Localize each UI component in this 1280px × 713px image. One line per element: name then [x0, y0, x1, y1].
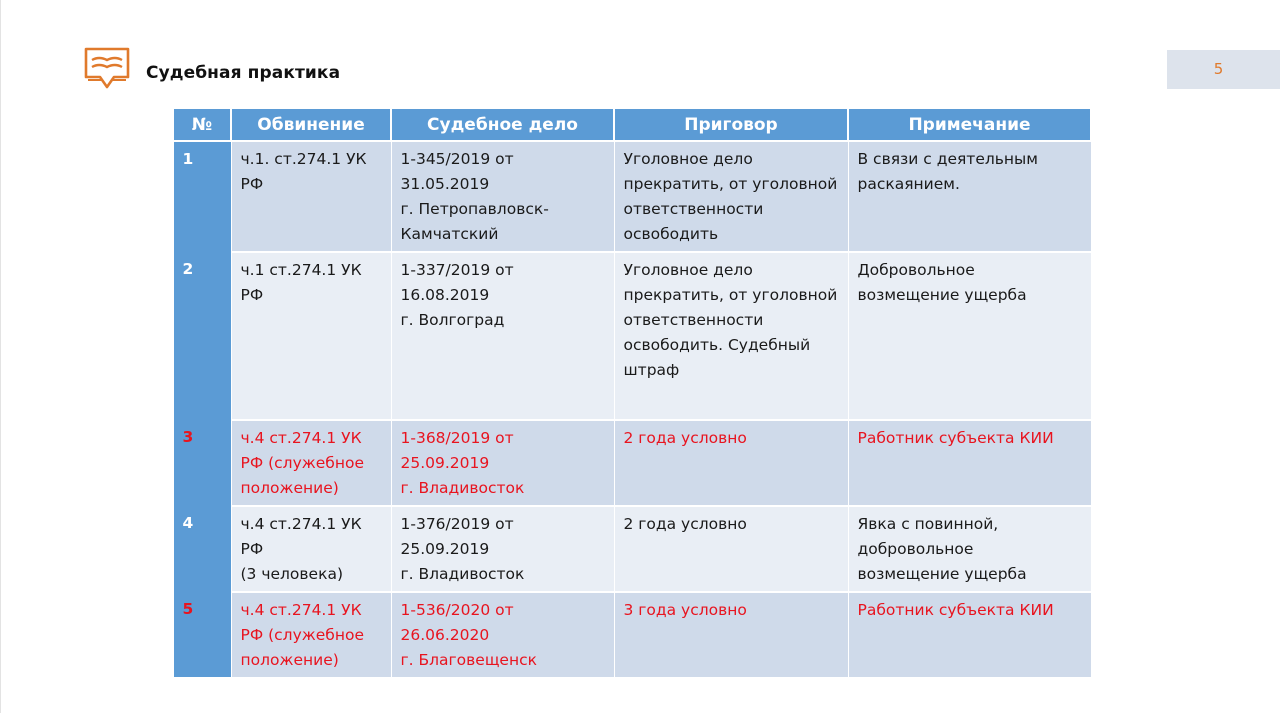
sentence-cell-line: прекратить, от уголовной [623, 286, 838, 304]
sentence-cell [614, 592, 848, 677]
note-cell [848, 141, 1091, 252]
column-header-number: № [173, 108, 231, 141]
charge-cell-line: ч.1. ст.274.1 УК [240, 150, 367, 168]
case-cell-line: 1-376/2019 от [400, 515, 514, 533]
case-cell-line: 1-337/2019 от [400, 261, 514, 279]
table-row [173, 592, 1091, 677]
note-cell-line: Работник субъекта КИИ [857, 601, 1054, 619]
case-cell [391, 420, 614, 506]
note-cell-line: раскаянием. [857, 175, 960, 193]
sentence-cell-line: 3 года условно [623, 601, 747, 619]
case-cell-line: 1-345/2019 от [400, 150, 514, 168]
table-row [173, 141, 1091, 252]
charge-cell [231, 420, 391, 506]
case-cell-line: 26.06.2020 [400, 626, 490, 644]
sentence-cell-line: 2 года условно [623, 515, 747, 533]
sentence-cell-line: прекратить, от уголовной [623, 175, 838, 193]
note-cell-line: Добровольное [857, 261, 975, 279]
sentence-cell-line: Уголовное дело [623, 261, 753, 279]
page-number: 5 [1213, 60, 1224, 78]
note-cell-line: возмещение ущерба [857, 565, 1027, 583]
charge-cell [231, 506, 391, 592]
note-cell [848, 592, 1091, 677]
row-number-cell: 4 [173, 506, 231, 592]
note-cell-line: добровольное [857, 540, 974, 558]
case-cell-line: г. Петропавловск- [400, 200, 549, 218]
charge-cell [231, 252, 391, 420]
charge-cell-line: РФ (служебное [240, 626, 364, 644]
case-cell-line: г. Владивосток [400, 479, 525, 497]
page-number-box [1167, 50, 1280, 89]
note-cell-line: В связи с деятельным [857, 150, 1038, 168]
sentence-cell [614, 506, 848, 592]
row-number-cell: 3 [173, 420, 231, 506]
table-row [173, 506, 1091, 592]
note-cell [848, 420, 1091, 506]
sentence-cell-line: освободить. Судебный [623, 336, 811, 354]
row-number-cell: 1 [173, 141, 231, 252]
sentence-cell [614, 420, 848, 506]
charge-cell-line: РФ (служебное [240, 454, 364, 472]
case-cell-line: г. Благовещенск [400, 651, 537, 669]
case-cell-line: Камчатский [400, 225, 499, 243]
case-cell-line: г. Волгоград [400, 311, 505, 329]
note-cell-line: Явка с повинной, [857, 515, 999, 533]
case-cell [391, 506, 614, 592]
row-number-cell: 2 [173, 252, 231, 420]
case-cell [391, 252, 614, 420]
sentence-cell [614, 252, 848, 420]
column-header-sentence: Приговор [614, 108, 848, 141]
case-cell-line: 1-368/2019 от [400, 429, 514, 447]
sentence-cell-line: 2 года условно [623, 429, 747, 447]
sentence-cell-line: освободить [623, 225, 719, 243]
note-cell [848, 252, 1091, 420]
case-cell-line: г. Владивосток [400, 565, 525, 583]
case-cell-line: 16.08.2019 [400, 286, 490, 304]
table-header-row [173, 108, 1091, 141]
charge-cell-line: ч.4 ст.274.1 УК [240, 429, 362, 447]
sentence-cell-line: ответственности [623, 200, 764, 218]
charge-cell-line: положение) [240, 479, 339, 497]
column-header-note: Примечание [848, 108, 1091, 141]
charge-cell-line: положение) [240, 651, 339, 669]
case-cell [391, 592, 614, 677]
table-row [173, 420, 1091, 506]
charge-cell-line: ч.4 ст.274.1 УК [240, 515, 362, 533]
case-cell-line: 25.09.2019 [400, 454, 490, 472]
page-title: Судебная практика [146, 63, 341, 83]
table-row [173, 252, 1091, 420]
sentence-cell-line: ответственности [623, 311, 764, 329]
charge-cell [231, 592, 391, 677]
case-cell [391, 141, 614, 252]
case-cell-line: 25.09.2019 [400, 540, 490, 558]
row-number-cell: 5 [173, 592, 231, 677]
table-body [173, 141, 1091, 677]
charge-cell-line: ч.4 ст.274.1 УК [240, 601, 362, 619]
charge-cell-line: РФ [240, 540, 264, 558]
case-cell-line: 31.05.2019 [400, 175, 490, 193]
case-cell-line: 1-536/2020 от [400, 601, 514, 619]
charge-cell [231, 141, 391, 252]
column-header-charge: Обвинение [231, 108, 391, 141]
book-logo-icon [84, 47, 130, 91]
column-header-case: Судебное дело [391, 108, 614, 141]
sentence-cell [614, 141, 848, 252]
charge-cell-line: РФ [240, 286, 264, 304]
note-cell-line: Работник субъекта КИИ [857, 429, 1054, 447]
sentence-cell-line: Уголовное дело [623, 150, 753, 168]
note-cell-line: возмещение ущерба [857, 286, 1027, 304]
charge-cell-line: (3 человека) [240, 565, 343, 583]
note-cell [848, 506, 1091, 592]
charge-cell-line: ч.1 ст.274.1 УК [240, 261, 362, 279]
slide-edge [0, 0, 1, 713]
sentence-cell-line: штраф [623, 361, 680, 379]
court-practice-table [172, 107, 1092, 677]
charge-cell-line: РФ [240, 175, 264, 193]
